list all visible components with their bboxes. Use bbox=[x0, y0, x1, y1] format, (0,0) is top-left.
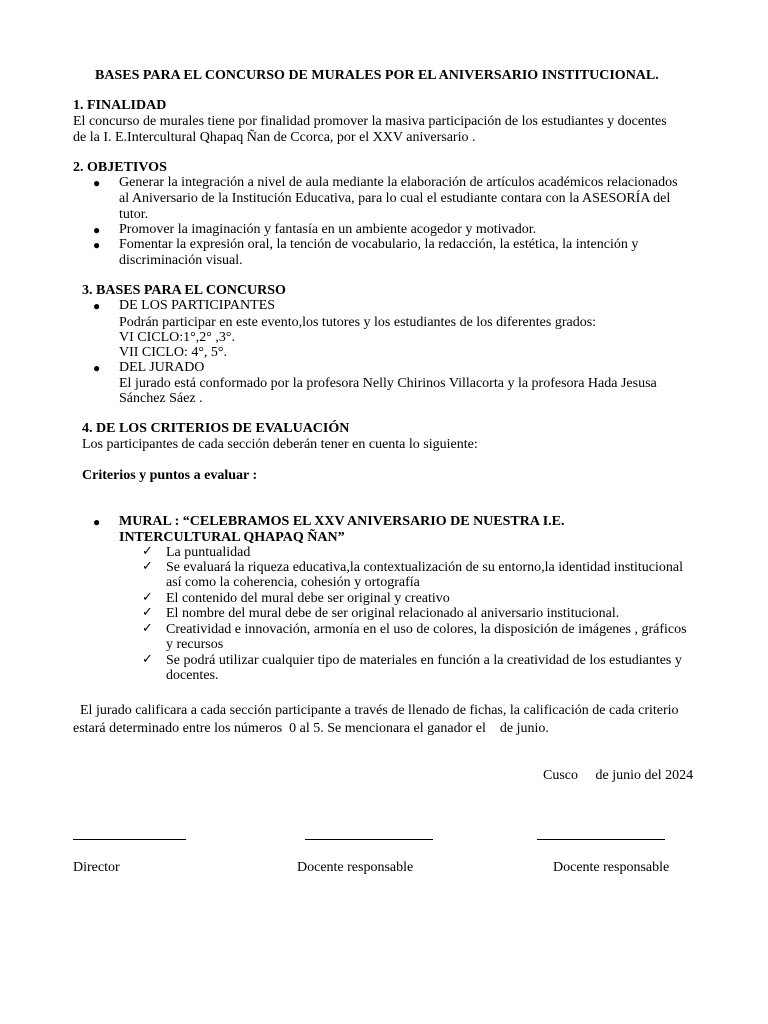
document-title: BASES PARA EL CONCURSO DE MURALES POR EL ANIVERSARIO INSTITUCIONAL. bbox=[95, 68, 659, 83]
criterion-line: El contenido del mural debe ser original y creativo bbox=[166, 591, 450, 606]
section-2-heading: 2. OBJETIVOS bbox=[73, 160, 167, 175]
section-1-text-line: El concurso de murales tiene por finalidad promover la masiva participación de los estudiantes y docentes bbox=[73, 114, 667, 129]
objective-line: Promover la imaginación y fantasía en un ambiente acogedor y motivador. bbox=[119, 222, 537, 237]
objective-line: Generar la integración a nivel de aula mediante la elaboración de artículos académicos relacionados bbox=[119, 175, 678, 190]
bullet-icon: ● bbox=[93, 238, 101, 252]
bullet-icon: ● bbox=[93, 223, 101, 237]
criteria-subheading: Criterios y puntos a evaluar : bbox=[82, 468, 258, 483]
criterion-line: La puntualidad bbox=[166, 545, 251, 560]
mural-title-line: MURAL : “CELEBRAMOS EL XXV ANIVERSARIO DE NUESTRA I.E. bbox=[119, 514, 565, 529]
checkmark-icon: ✓ bbox=[142, 559, 153, 574]
section-3-heading: 3. BASES PARA EL CONCURSO bbox=[82, 283, 286, 298]
signature-label-docente: Docente responsable bbox=[553, 860, 670, 875]
section-1-text-line: de la I. E.Intercultural Qhapaq Ñan de Ccorca, por el XXV aniversario . bbox=[73, 130, 476, 145]
jury-label: DEL JURADO bbox=[119, 360, 205, 375]
bullet-icon: ● bbox=[93, 299, 101, 313]
bullet-icon: ● bbox=[93, 515, 101, 529]
bullet-icon: ● bbox=[93, 361, 101, 375]
checkmark-icon: ✓ bbox=[142, 605, 153, 620]
signature-line bbox=[305, 839, 433, 840]
participants-label: DE LOS PARTICIPANTES bbox=[119, 298, 276, 313]
signature-label-director: Director bbox=[73, 860, 120, 875]
section-1-heading: 1. FINALIDAD bbox=[73, 98, 167, 113]
closing-line: estará determinado entre los números 0 al 5. Se mencionara el ganador el de junio. bbox=[73, 721, 549, 736]
checkmark-icon: ✓ bbox=[142, 590, 153, 605]
objective-line: al Aniversario de la Institución Educativa, para lo cual el estudiante contara con la ASESORÍA del bbox=[119, 191, 671, 206]
checkmark-icon: ✓ bbox=[142, 621, 153, 636]
bullet-icon: ● bbox=[93, 176, 101, 190]
signature-line bbox=[73, 839, 186, 840]
objective-line: Fomentar la expresión oral, la tención de vocabulario, la redacción, la estética, la intención y bbox=[119, 237, 639, 252]
criterion-line: Creatividad e innovación, armonía en el uso de colores, la disposición de imágenes , gráficos bbox=[166, 622, 687, 637]
checkmark-icon: ✓ bbox=[142, 544, 153, 559]
section-4-intro: Los participantes de cada sección deberán tener en cuenta lo siguiente: bbox=[82, 437, 478, 452]
signature-line bbox=[537, 839, 665, 840]
objective-line: discriminación visual. bbox=[119, 253, 243, 268]
objective-line: tutor. bbox=[119, 207, 149, 222]
criterion-line: Se podrá utilizar cualquier tipo de materiales en función a la creatividad de los estudiantes y bbox=[166, 653, 682, 668]
participants-line: Podrán participar en este evento,los tutores y los estudiantes de los diferentes grados: bbox=[119, 315, 597, 330]
checkmark-icon: ✓ bbox=[142, 652, 153, 667]
criterion-line: docentes. bbox=[166, 668, 219, 683]
criterion-line: así como la coherencia, cohesión y ortografía bbox=[166, 575, 420, 590]
participants-line: VI CICLO:1°,2° ,3°. bbox=[119, 330, 235, 345]
criterion-line: Se evaluará la riqueza educativa,la contextualización de su entorno,la identidad institucional bbox=[166, 560, 684, 575]
jury-line: Sánchez Sáez . bbox=[119, 391, 203, 406]
section-4-heading: 4. DE LOS CRITERIOS DE EVALUACIÓN bbox=[82, 421, 350, 436]
jury-line: El jurado está conformado por la profesora Nelly Chirinos Villacorta y la profesora Hada Jesusa bbox=[119, 376, 657, 391]
date-line: Cusco de junio del 2024 bbox=[543, 768, 694, 783]
participants-line: VII CICLO: 4°, 5°. bbox=[119, 345, 228, 360]
closing-line: El jurado calificara a cada sección participante a través de llenado de fichas, la calificación de cada criterio bbox=[73, 703, 679, 718]
signature-label-docente: Docente responsable bbox=[297, 860, 414, 875]
mural-title-line: INTERCULTURAL QHAPAQ ÑAN” bbox=[119, 530, 345, 545]
criterion-line: El nombre del mural debe de ser original relacionado al aniversario institucional. bbox=[166, 606, 620, 621]
criterion-line: y recursos bbox=[166, 637, 224, 652]
